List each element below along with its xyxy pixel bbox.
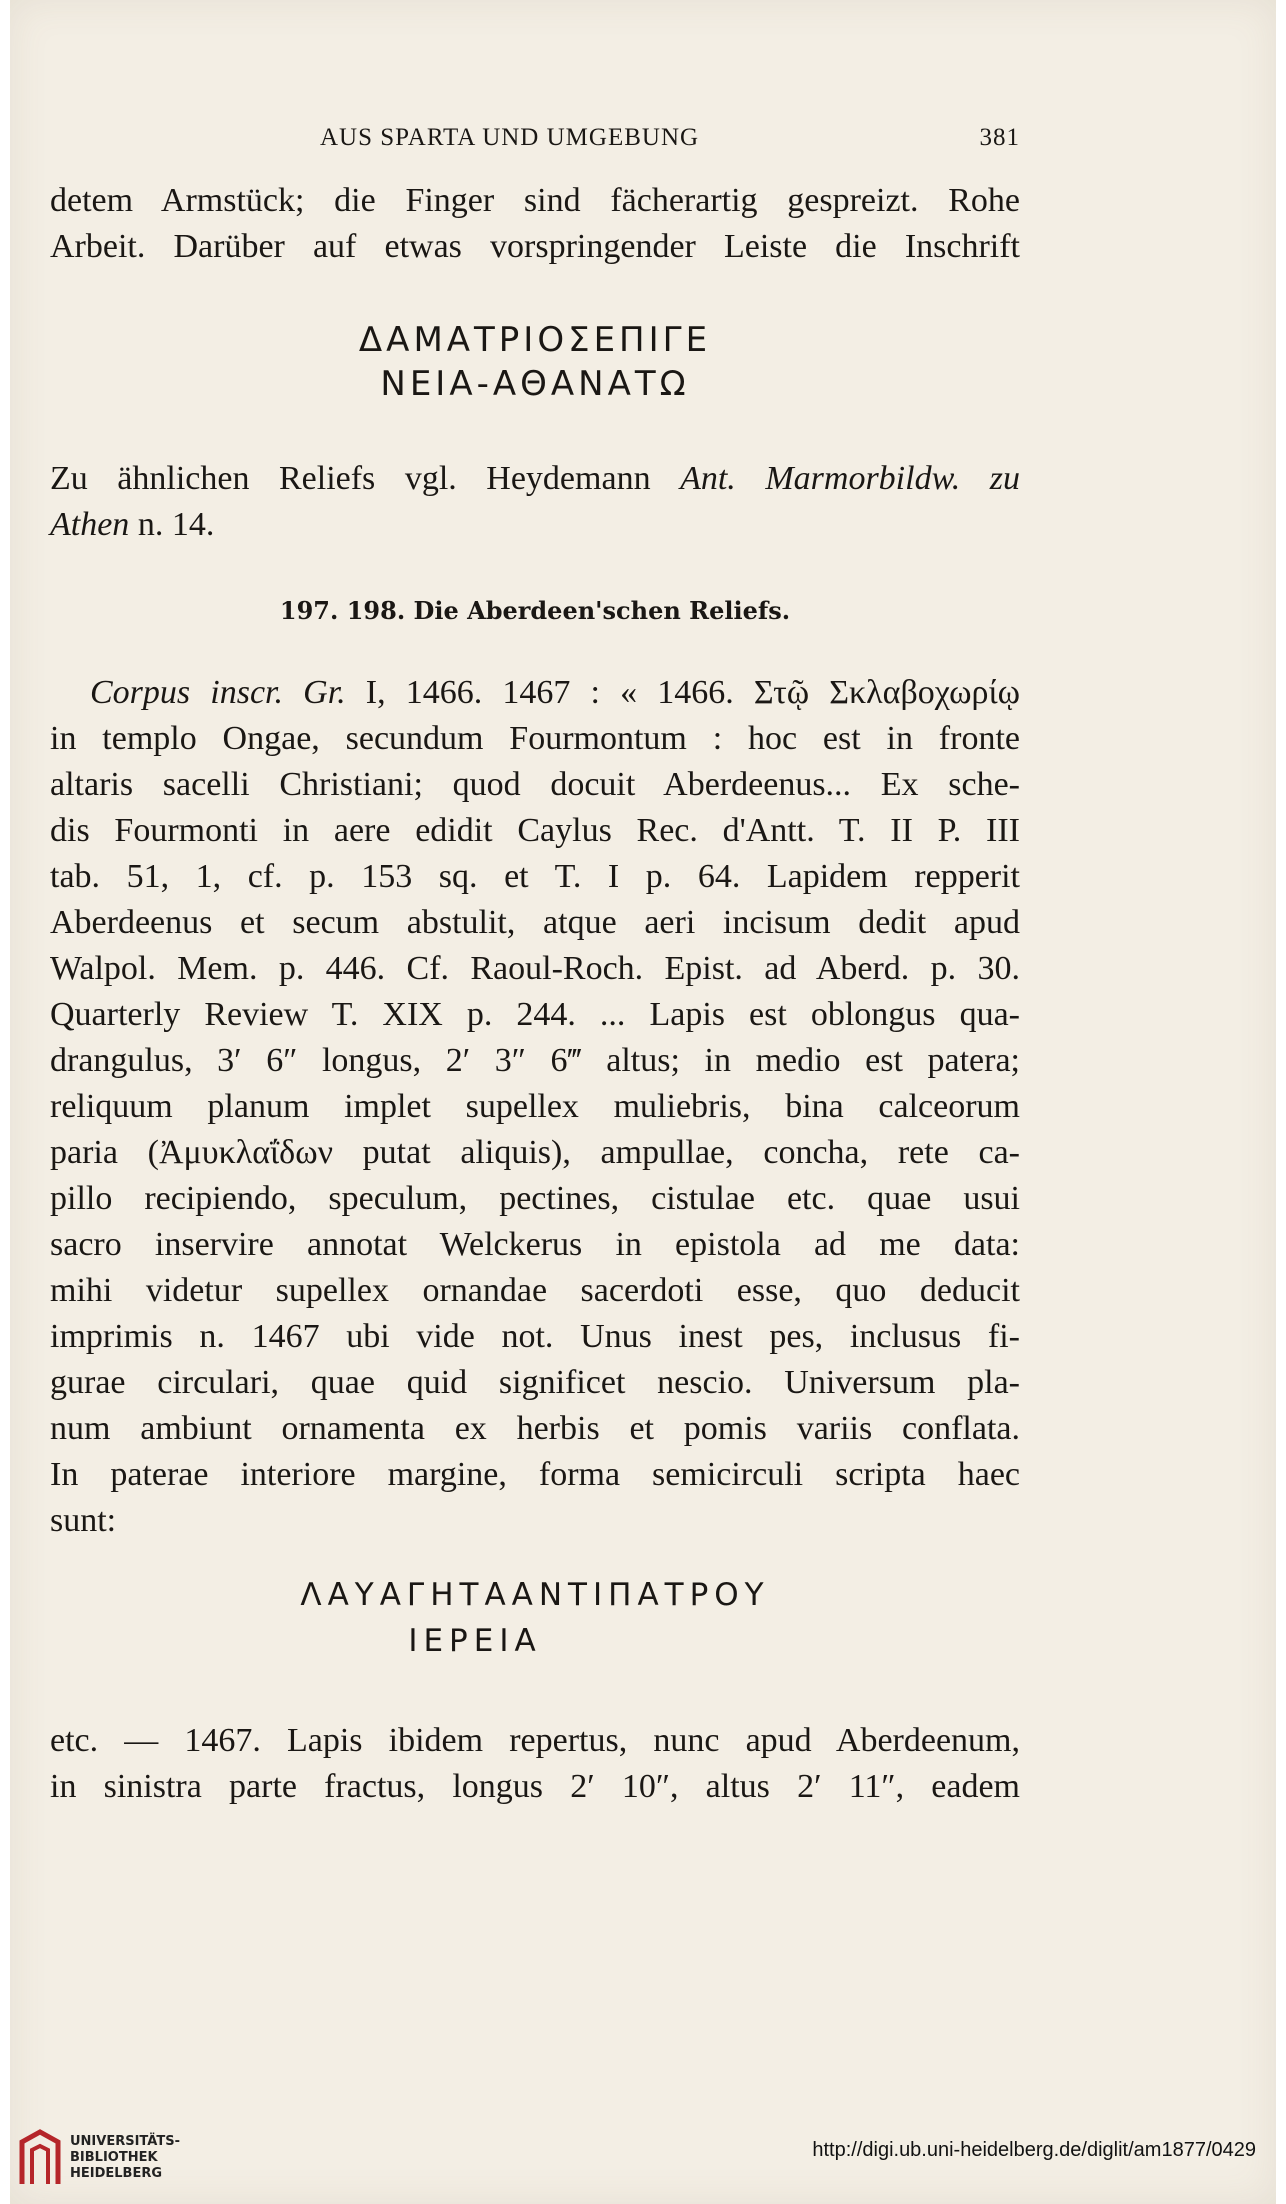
text-line: In paterae interiore margine, forma semicirculi scripta haec: [50, 1456, 1020, 1493]
text-line: detem Armstück; die Finger sind fächerartig gespreizt. Rohe: [50, 182, 1020, 219]
text-line: dis Fourmonti in aere edidit Caylus Rec. d'Antt. T. II P. III: [50, 812, 1020, 849]
library-name: [70, 2134, 180, 2182]
source-url[interactable]: http://digi.ub.uni-heidelberg.de/diglit/am1877/0429: [812, 2139, 1256, 2161]
greek-inscription-1: [50, 318, 1020, 406]
text-line: [50, 670, 1020, 716]
greek-inscription-2: [50, 1572, 1020, 1664]
text-line: drangulus, 3′ 6″ longus, 2′ 3″ 6‴ altus; in medio est patera;: [50, 1042, 1020, 1079]
running-head-title: AUS SPARTA UND UMGEBUNG: [320, 124, 700, 151]
text-line: [50, 502, 1020, 548]
text-line: altaris sacelli Christiani; quod docuit Aberdeenus... Ex sche-: [50, 766, 1020, 803]
text-line: etc. — 1467. Lapis ibidem repertus, nunc apud Aberdeenum,: [50, 1722, 1020, 1759]
section-heading: 197. 198. Die Aberdeen'schen Reliefs.: [279, 596, 791, 625]
text-line: tab. 51, 1, cf. p. 153 sq. et T. I p. 64. Lapidem repperit: [50, 858, 1020, 895]
text-line: Walpol. Mem. p. 446. Cf. Raoul-Roch. Epist. ad Aberd. p. 30.: [50, 950, 1020, 987]
inscription-line: ΝΕΙΑ-ΑΘΑΝΑΤΩ: [380, 364, 690, 404]
running-head: [50, 124, 1020, 158]
text-line: paria (Ἀμυκλαΐδων putat aliquis), ampullae, concha, rete ca-: [50, 1134, 1020, 1171]
text-line: reliquum planum implet supellex muliebris, bina calceorum: [50, 1088, 1020, 1125]
text-line: sacro inservire annotat Welckerus in epistola ad me data:: [50, 1226, 1020, 1263]
paragraph-1: [50, 178, 1020, 270]
text-segment: I, 1466. 1467 : « 1466. Στῷ Σκλαβοχωρίῳ: [345, 674, 1020, 711]
text-segment: n. 14.: [129, 506, 215, 543]
text-line: Aberdeenus et secum abstulit, atque aeri incisum dedit apud: [50, 904, 1020, 941]
text-line: in sinistra parte fractus, longus 2′ 10″, altus 2′ 11″, eadem: [50, 1768, 1020, 1805]
inscription-line: ΛΑΥΑΓΗΤΑΑΝΤΙΠΑΤΡΟΥ: [300, 1577, 770, 1613]
page-number: 381: [979, 124, 1020, 151]
library-emblem-icon: [18, 2128, 62, 2188]
library-name-line: BIBLIOTHEK: [70, 2150, 158, 2165]
text-line: in templo Ongae, secundum Fourmontum : hoc est in fronte: [50, 720, 1020, 757]
inscription-line: ΙΕΡΕΙΑ: [408, 1623, 542, 1659]
text-line: Quarterly Review T. XIX p. 244. ... Lapis est oblongus qua-: [50, 996, 1020, 1033]
paragraph-3: [50, 670, 1020, 1544]
text-segment: Zu ähnlichen Reliefs vgl. Heydemann: [50, 460, 681, 497]
text-line: Arbeit. Darüber auf etwas vorspringender Leiste die Inschrift: [50, 228, 1020, 265]
library-name-line: HEIDELBERG: [70, 2166, 163, 2181]
text-line: imprimis n. 1467 ubi vide not. Unus inest pes, inclusus fi-: [50, 1318, 1020, 1355]
text-line: mihi videtur supellex ornandae sacerdoti esse, quo deducit: [50, 1272, 1020, 1309]
text-line: [50, 456, 1020, 502]
citation-italic: Athen: [50, 506, 130, 543]
library-name-line: UNIVERSITÄTS-: [70, 2134, 180, 2149]
text-line: sunt:: [50, 1502, 117, 1539]
paragraph-2: [50, 456, 1020, 548]
citation-italic: Corpus inscr. Gr.: [90, 674, 346, 711]
text-line: num ambiunt ornamenta ex herbis et pomis variis conflata.: [50, 1410, 1020, 1447]
library-logo: [10, 2114, 210, 2194]
text-line: pillo recipiendo, speculum, pectines, cistulae etc. quae usui: [50, 1180, 1020, 1217]
scanned-page: [10, 0, 1276, 2204]
inscription-line: ΔΑΜΑΤΡΙΟΣΕΠΙΓΕ: [358, 320, 712, 360]
text-line: gurae circulari, quae quid significet nescio. Universum pla-: [50, 1364, 1020, 1401]
paragraph-4: [50, 1718, 1020, 1810]
citation-italic: Ant. Marmorbildw. zu: [680, 460, 1020, 497]
